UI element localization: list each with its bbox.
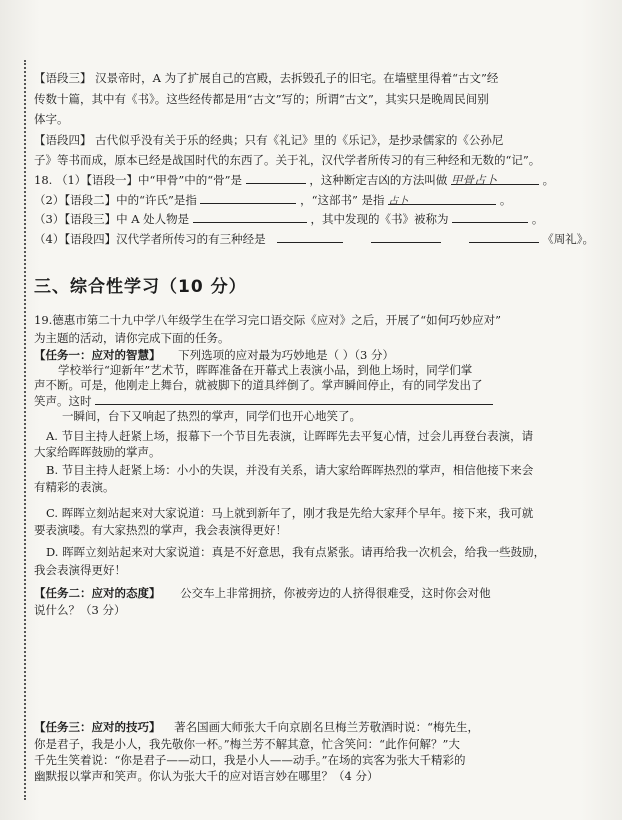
task3-line4: 幽默报以掌声和笑声。你认为张大千的应对语言妙在哪里？（4 分） <box>34 769 379 783</box>
q18-item1-blank2[interactable] <box>451 173 539 185</box>
task3-line3: 千先生笑着说：“你是君子——动口，我是小人——动手。”在场的宾客为张大千精彩的 <box>34 753 466 767</box>
section-title: 三、综合性学习（10 分） <box>34 277 247 297</box>
q18-item3-text-b: ，其中发现的《书》被称为 <box>310 212 449 226</box>
option-b-line2[interactable]: 有精彩的表演。 <box>34 480 115 494</box>
q19-intro-line2: 为主题的活动，请你完成下面的任务。 <box>34 331 230 345</box>
q18-item3-text-c: 。 <box>531 212 544 226</box>
q18-item2-text-c: 。 <box>499 193 512 207</box>
q18-item1-handwriting: 甲骨占卜 <box>451 173 497 187</box>
q18-item4-blank3[interactable] <box>469 231 539 243</box>
q18-item1-blank1[interactable] <box>246 172 306 184</box>
q18-item2-text-b: ，“这部书” 是指 <box>300 193 385 207</box>
q18-item1 <box>34 172 609 188</box>
q18-item4-text-b: 《周礼》。 <box>542 232 594 246</box>
task1-story-line3 <box>34 393 609 409</box>
q18-item3-text-a: （3）【语段三】中 A 处人物是 <box>34 212 190 226</box>
binding-dotted-line <box>24 60 29 800</box>
task1-title: 【任务一：应对的智慧】 <box>34 348 161 362</box>
q18-item3-blank1[interactable] <box>193 211 307 223</box>
task2-answer-area[interactable] <box>34 620 609 715</box>
option-d-line2[interactable]: 我会表演得更好！ <box>34 563 126 577</box>
task3-text: 著名国画大师张大千向京剧名旦梅兰芳敬酒时说：“梅先生， <box>174 720 480 734</box>
q18-item3 <box>34 211 609 227</box>
task2-text: 公交车上非常拥挤，你被旁边的人挤得很难受，这时你会对他 <box>180 586 491 600</box>
task3-answer-area[interactable] <box>34 786 609 816</box>
task2-line1 <box>34 586 609 601</box>
passage3-line1: 【语段三】 汉景帝时，A 为了扩展自己的宫殿，去拆毁孔子的旧宅。在墙壁里得着“古文”经 <box>34 71 499 85</box>
passage4-line1: 【语段四】 古代似乎没有关于乐的经典；只有《礼记》里的《乐记》，是抄录儒家的《公孙尼 <box>34 133 504 147</box>
task1-header <box>34 348 609 363</box>
q18-item4-blank2[interactable] <box>371 231 441 243</box>
option-c-line2[interactable]: 要表演喽。有大家热烈的掌声，我会表演得更好！ <box>34 523 287 537</box>
q18-item2-text-a: （2）【语段二】中的“许氏”是指 <box>34 193 197 207</box>
task1-story-line1: 学校举行“迎新年”艺术节，晖晖准备在开幕式上表演小品，到他上场时，同学们掌 <box>58 363 473 377</box>
q18-item1-text-c: 。 <box>542 173 555 187</box>
task3-line1 <box>34 720 609 735</box>
q18-item2-handwriting: 占卜 <box>388 196 409 207</box>
task1-story-line4: 一瞬间，台下又响起了热烈的掌声，同学们也开心地笑了。 <box>62 409 361 423</box>
q18-item2-blank2[interactable] <box>388 193 496 205</box>
q18-item1-text-b: ，这种断定吉凶的方法叫做 <box>309 173 448 187</box>
task2-line2: 说什么？（3 分） <box>34 603 126 617</box>
q18-item4 <box>34 231 609 247</box>
task3-title: 【任务三：应对的技巧】 <box>34 720 161 734</box>
passage4-line2: 子》等书而成，原本已经是战国时代的东西了。关于礼，汉代学者所传习的有三种经和无数的“记”。 <box>34 153 541 167</box>
task1-story-line2: 声不断。可是，他刚走上舞台，就被脚下的道具绊倒了。掌声瞬间停止，有的同学发出了 <box>34 378 483 392</box>
task1-prompt: 下列选项的应对最为巧妙地是（ ）（3 分） <box>178 348 395 362</box>
task3-line2: 你是君子，我是小人，我先敬你一杯。”梅兰芳不解其意，忙含笑问：“此作何解？”大 <box>34 737 460 751</box>
q18-item4-blank1[interactable] <box>277 231 343 243</box>
task2-title: 【任务二：应对的态度】 <box>34 586 161 600</box>
option-a-line1[interactable]: A. 节目主持人赶紧上场，报幕下一个节目先表演，让晖晖先去平复心情，过会儿再登台表演，请 <box>46 429 534 443</box>
q18-item2 <box>34 192 609 208</box>
q19-intro-line1: 19.德惠市第二十九中学八年级学生在学习完口语交际《应对》之后，开展了“如何巧妙应对” <box>34 313 502 327</box>
option-b-line1[interactable]: B. 节目主持人赶紧上场：小小的失误，并没有关系，请大家给晖晖热烈的掌声，相信他接下来会 <box>46 463 534 477</box>
option-a-line2[interactable]: 大家给晖晖鼓励的掌声。 <box>34 445 161 459</box>
option-d-line1[interactable]: D. 晖晖立刻站起来对大家说道：真是不好意思，我有点紧张。请再给我一次机会，给我一些鼓励， <box>46 545 546 559</box>
q18-item1-text-a: 18. （1）【语段一】中“甲骨”中的“骨”是 <box>34 173 243 187</box>
passage3-line2: 传数十篇，其中有《书》。这些经传都是用“古文”写的；所谓“古文”，其实只是晚周民间别 <box>34 92 489 106</box>
q18-item2-blank1[interactable] <box>200 192 296 204</box>
passage3-line3: 体字。 <box>34 112 69 126</box>
task1-story-blank[interactable] <box>95 393 493 405</box>
task1-story-text: 笑声。这时 <box>34 394 92 408</box>
q18-item4-text-a: （4）【语段四】汉代学者所传习的有三种经是 <box>34 232 266 246</box>
option-c-line1[interactable]: C. 晖晖立刻站起来对大家说道：马上就到新年了，刚才我是先给大家拜个早年。接下来，我可就 <box>46 506 534 520</box>
q18-item3-blank2[interactable] <box>452 211 528 223</box>
